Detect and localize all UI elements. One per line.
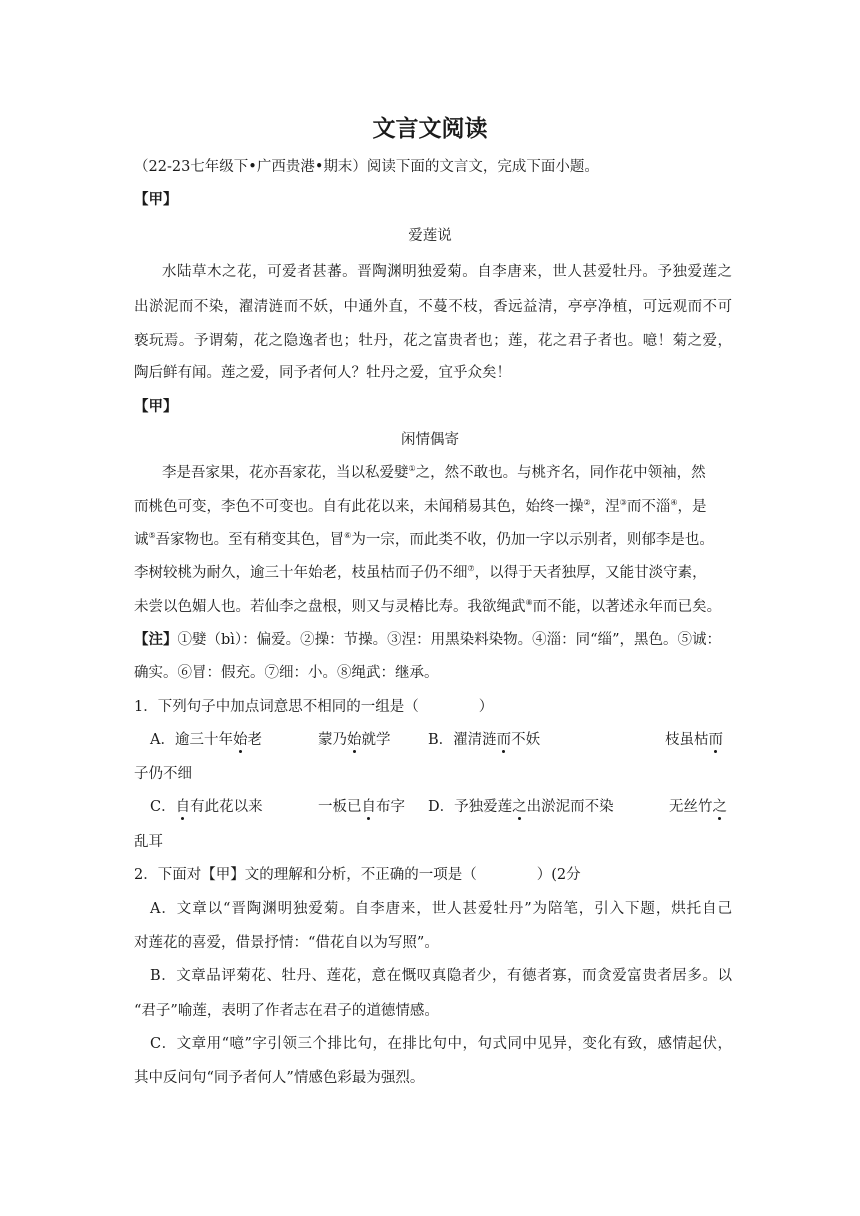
question-1-option-a-pair: 蒙乃始就学 xyxy=(318,732,391,748)
text-a-line: 出淤泥而不染，濯清涟而不妖，中通外直，不蔓不枝，香远益清，亭亭净植，可远观而不可 xyxy=(134,299,732,315)
text-b-line: 李是吾家果，花亦吾家花，当以私爱嬖①之，然不敢也。与桃齐名，同作花中领袖，然 xyxy=(162,464,706,481)
text-b-line: 未尝以色媚人也。若仙李之盘根，则又与灵椿比寿。我欲绳武⑧而不能，以著述永年而已矣。 xyxy=(134,598,722,615)
question-1-option-c: C．自有此花以来 xyxy=(150,799,263,815)
question-2-option-b: B．文章品评菊花、牡丹、莲花，意在慨叹真隐者少，有德者寡，而贪爱富贵者居多。以 xyxy=(150,968,732,984)
text-b-title: 闲情偶寄 xyxy=(401,432,459,448)
text-a-line: 水陆草木之花，可爱者甚蕃。晋陶渊明独爱菊。自李唐来，世人甚爱牡丹。予独爱莲之 xyxy=(162,264,732,280)
question-2-option-a-cont: 对莲花的喜爱，借景抒情：“借花自以为写照”。 xyxy=(134,935,439,951)
text-b-line: 李树较桃为耐久，逾三十年始老，枝虽枯而子仍不细⑦，以得于天者独厚，又能甘淡守素， xyxy=(134,564,707,581)
question-2-stem: 2．下面对【甲】文的理解和分析，不正确的一项是（ ）(2分 xyxy=(134,867,581,883)
question-2-option-a: A．文章以“晋陶渊明独爱菊。自李唐来，世人甚爱牡丹”为陪笔，引入下题，烘托自己 xyxy=(150,901,732,917)
question-1-option-d: D．予独爱莲之出淤泥而不染 xyxy=(428,799,614,815)
page-title: 文言文阅读 xyxy=(372,116,488,142)
label-b: 【甲】 xyxy=(134,398,178,415)
question-1-option-b: B．濯清涟而不妖 xyxy=(428,732,541,748)
question-1-option-a: A．逾三十年始老 xyxy=(150,732,262,748)
text-b-line: 诚⑤吾家物也。至有稍变其色，冒⑥为一宗，而此类不收，仍加一字以示别者，则郁李是也。 xyxy=(134,531,714,548)
question-1-option-c-pair: 一板已自布字 xyxy=(318,799,405,815)
question-1-option-d-pair: 无丝竹之 xyxy=(669,799,727,815)
label-a: 【甲】 xyxy=(134,191,178,208)
text-a-line: 亵玩焉。予谓菊，花之隐逸者也；牡丹，花之富贵者也；莲，花之君子者也。噫！菊之爱， xyxy=(134,333,732,349)
question-1-stem: 1．下列句子中加点词意思不相同的一组是（ ） xyxy=(134,699,494,715)
question-2-option-b-cont: “君子”喻莲，表明了作者志在君子的道德情感。 xyxy=(134,1003,439,1019)
text-b-line: 而桃色可变，李色不可变也。自有此花以来，未闻稍易其色，始终一操②，涅③而不淄④，是 xyxy=(134,498,707,515)
question-1-option-d-cont: 乱耳 xyxy=(134,834,163,850)
question-1-option-b-pair: 枝虽枯而 xyxy=(665,732,723,748)
text-a-line: 陶后鲜有闻。莲之爱，同予者何人？牡丹之爱，宜乎众矣！ xyxy=(134,365,511,381)
question-1-option-b-cont: 子仍不细 xyxy=(134,766,192,782)
note-line: 确实。⑥冒：假充。⑦细：小。⑧绳武：继承。 xyxy=(134,665,439,681)
question-2-option-c-cont: 其中反问句“同予者何人”情感色彩最为强烈。 xyxy=(134,1070,425,1086)
note-line: 【注】①嬖（bì）：偏爱。②操：节操。③涅：用黑染料染物。④淄：同“缁”，黑色。⑤诚： xyxy=(134,631,721,648)
intro-text: （22-23七年级下•广西贵港•期末）阅读下面的文言文，完成下面小题。 xyxy=(134,159,599,175)
text-a-title: 爱莲说 xyxy=(408,228,452,244)
question-2-option-c: C．文章用“噫”字引领三个排比句，在排比句中，句式同中见异，变化有致，感情起伏， xyxy=(150,1036,732,1052)
